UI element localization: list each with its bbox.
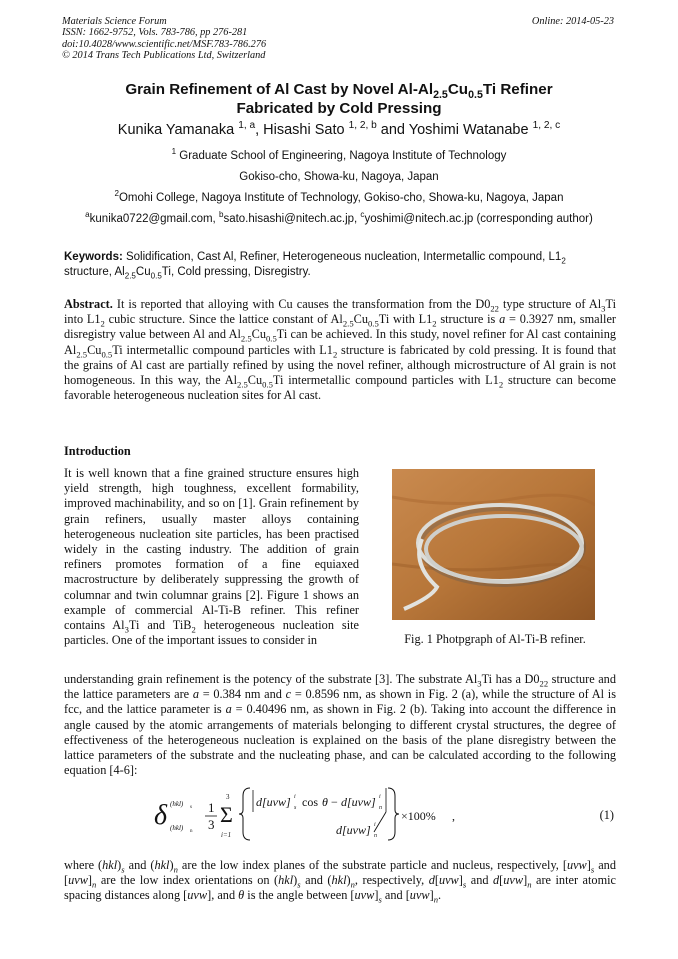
abstract-sub: 2.5 <box>240 333 252 344</box>
abstract-italic: a <box>499 312 506 327</box>
abstract-text: type structure of Al <box>498 297 602 311</box>
affiliation-text: Omohi College, Nagoya Institute of Technology, Gokiso-cho, Showa-ku, Nagoya, Japan <box>118 192 564 204</box>
eq-explain-text: [ <box>499 873 504 888</box>
intro-text: It is well known that a fine grained structure ensures high yield strength, high toughness, excellent formability, improved machinability, and so on [1]. Grain refinement by grain refiners, usually master alloys containing heterogeneous nucleation site particles, has been practised widely in the casting industry. The addition of grain refiners promotes formation of a fine equiaxed macrostructure by deliberately suppressing the growth of columnar and twin columnar grains [2]. Figure 1 shows an example of commercial Al-Ti-B refiner. This refiner contains Al <box>64 466 359 633</box>
affiliation-marker: 2 <box>114 189 119 199</box>
abstract-text: Cu <box>353 312 368 327</box>
keywords <box>64 250 616 279</box>
eq-explain-text: is the angle between [ <box>244 888 355 903</box>
author-affiliation-marker: 1, a <box>238 120 256 132</box>
abstract-sub: 0.5 <box>367 318 379 329</box>
eq-explain-text: and ( <box>300 873 332 888</box>
eq-explain-sub: s <box>462 879 467 890</box>
keywords-label: Keywords: <box>64 251 123 263</box>
equation-explanation <box>64 858 616 904</box>
eq-explain-italic: uvw <box>187 888 208 903</box>
keywords-text: Solidification, Cast Al, Refiner, Heterogeneous nucleation, Intermetallic compound, L1 <box>122 251 562 263</box>
eq-explain-text: ] <box>458 873 463 888</box>
email-link[interactable]: sato.hisashi@nitech.ac.jp, <box>223 213 361 225</box>
eq-explain-text: and <box>466 873 493 888</box>
author-affiliation-marker: 1, 2, c <box>532 120 561 132</box>
eq-cos: cos <box>302 795 318 809</box>
email-marker: b <box>218 210 224 220</box>
intro-text: = 0.40496 nm, as shown in Fig. 2 (b). Taking into account the difference in angle caused by the atomic arrangements of materials belonging to different crystal structures, the degree of effectiveness of the heterogeneous nucleation is explained on the basis of the plane disregistry between the lattice parameters of the substrate and the nucleating phase, and can be calculated according to the following equation [4-6]: <box>64 702 616 778</box>
eq-explain-text: ) <box>117 858 122 872</box>
eq-comma: , <box>452 809 455 823</box>
eq-theta: θ <box>322 795 328 809</box>
eq-explain-italic: uvw <box>566 858 587 872</box>
eq-den-sup: i <box>374 822 376 828</box>
intro-text: understanding grain refinement is the potency of the substrate [3]. The substrate Al <box>64 672 478 686</box>
abstract-text: Cu <box>251 327 266 342</box>
eq-explain-text: ] <box>523 873 528 888</box>
eq-num-d2: d[uvw] <box>341 795 376 809</box>
eq-explain-text: ], and <box>207 888 239 903</box>
abstract-text: Ti intermetallic compound particles with L1 <box>272 373 499 388</box>
intro-italic: a <box>192 687 200 702</box>
abstract-sub: 2.5 <box>342 318 354 329</box>
eq-explain-text: and [ <box>381 888 410 903</box>
eq-explain-italic: uvw <box>68 873 88 888</box>
author-list <box>20 122 658 138</box>
abstract-sub: 2 <box>498 379 504 390</box>
eq-minus: − <box>331 795 338 809</box>
eq-explain-sub: s <box>590 864 595 875</box>
eq-explain-italic: uvw <box>503 873 524 888</box>
eq-num-sub: s <box>294 805 297 811</box>
eq-num2-sub: n <box>379 805 382 811</box>
eq-explain-text: ] <box>429 888 434 903</box>
keywords-text: Cu <box>135 265 151 278</box>
eq-explain-text: are the low index planes of the substrate particle and nucleus, respectively, [ <box>177 858 567 872</box>
eq-explain-sub: s <box>378 894 382 905</box>
eq-explain-sub: n <box>433 894 439 905</box>
equation-1 <box>150 782 470 846</box>
keywords-text: Ti, Cold pressing, Disregistry. <box>161 265 311 278</box>
eq-sum-bottom: i=1 <box>221 831 232 839</box>
abstract-text: Cu <box>247 373 263 388</box>
author-separator: , <box>255 122 264 138</box>
author-name: Kunika Yamanaka <box>117 122 235 138</box>
affiliation-1-address: Gokiso-cho, Showa-ku, Nagoya, Japan <box>239 171 439 183</box>
eq-delta: δ <box>154 800 168 831</box>
journal-name: Materials Science Forum <box>62 16 167 27</box>
title-line2: Fabricated by Cold Pressing <box>236 100 442 117</box>
abstract-text: Ti into L1 <box>64 297 616 327</box>
intro-text: = 0.384 nm and <box>199 687 286 702</box>
eq-explain-text: . <box>438 888 442 903</box>
eq-explain-italic: uvw <box>438 873 459 888</box>
abstract-sub: 2.5 <box>76 349 88 360</box>
eq-explain-italic: hkl <box>278 873 294 888</box>
keywords-sub: 0.5 <box>150 270 162 280</box>
title-sub: 0.5 <box>468 89 483 102</box>
abstract <box>64 297 616 403</box>
eq-explain-sub: n <box>173 864 178 875</box>
abstract-text: Cu <box>87 342 102 357</box>
copyright: © 2014 Trans Tech Publications Ltd, Switzerland <box>62 49 266 61</box>
eq-sum-top: 3 <box>226 793 230 801</box>
email-list <box>20 210 658 225</box>
intro-text: structure and the lattice parameters are <box>64 672 616 702</box>
eq-explain-text: ) <box>346 873 351 888</box>
introduction-paragraph-full <box>64 672 616 778</box>
eq-explain-sub: s <box>297 879 301 890</box>
abstract-label: Abstract. <box>64 297 113 311</box>
eq-sup-hkl: (hkl) <box>170 800 184 808</box>
eq-sub-hkl: (hkl) <box>170 824 184 832</box>
eq-explain-italic: uvw <box>354 888 375 903</box>
eq-num2-sup: i <box>379 794 381 800</box>
affiliation-2 <box>20 189 658 204</box>
intro-text: heterogeneous nucleation site particles. One of the important issues to consider in <box>64 618 359 648</box>
abstract-sub: 2.5 <box>237 379 248 390</box>
intro-text: Ti has a D0 <box>481 672 540 686</box>
title-text: Cu <box>447 81 469 98</box>
eq-explain-sub: n <box>92 879 97 890</box>
doi: doi:10.4028/www.scientific.net/MSF.783-786.276 <box>62 38 267 50</box>
eq-explain-text: are the low index orientations on ( <box>96 873 279 888</box>
abstract-text: = 0.3927 nm, smaller disregistry value between Al and Al <box>64 312 617 342</box>
author-name: Hisashi Sato <box>263 122 345 138</box>
figure-1-caption: Fig. 1 Photpgraph of Al-Ti-B refiner. <box>404 632 586 646</box>
eq-sub-n: n <box>190 829 193 834</box>
eq-explain-text: ] <box>87 873 93 888</box>
section-heading-introduction: Introduction <box>64 444 131 458</box>
intro-sub: 3 <box>477 678 482 689</box>
affiliation-text: Graduate School of Engineering, Nagoya Institute of Technology <box>179 150 507 162</box>
abstract-text: Ti intermetallic compound particles with L1 <box>112 342 333 357</box>
paper-title <box>40 80 638 118</box>
eq-den-d: d[uvw] <box>336 823 371 837</box>
abstract-sub: 2 <box>332 349 338 360</box>
email-link[interactable]: kunika0722@gmail.com, <box>89 213 219 225</box>
eq-explain-sub: n <box>527 879 532 890</box>
eq-explain-text: where ( <box>64 858 103 872</box>
intro-italic: a <box>225 702 232 717</box>
intro-sub: 22 <box>539 678 549 689</box>
intro-italic: c <box>285 687 292 702</box>
eq-sigma: Σ <box>220 802 233 827</box>
abstract-text: cubic structure. Since the lattice constant of Al <box>104 312 343 327</box>
equation-number: (1) <box>599 808 614 822</box>
email-link[interactable]: yoshimi@nitech.ac.jp (corresponding author) <box>364 213 593 225</box>
eq-num-sup: i <box>294 794 296 800</box>
abstract-sub: 0.5 <box>266 333 277 344</box>
intro-sub: 3 <box>124 624 129 635</box>
eq-explain-text: ) <box>293 873 298 888</box>
intro-text: = 0.8596 nm, as shown in Fig. 2 (a), while the structure of Al is fcc, and the lattice parameter is <box>64 687 616 717</box>
eq-explain-italic: hkl <box>102 858 118 872</box>
eq-num-d: d[uvw] <box>256 795 291 809</box>
keywords-text: structure, Al <box>64 265 125 278</box>
email-marker: a <box>85 210 90 220</box>
eq-explain-text: ] <box>586 858 591 872</box>
title-sub: 2.5 <box>433 89 448 102</box>
abstract-text: structure is fabricated by cold pressing. It is found that the grains of Al cast are partially refined by using the novel refiner, although microstructure of Al grain is not homogeneous. In this way, the Al <box>64 342 616 388</box>
introduction-paragraph-wrapped <box>64 466 359 648</box>
eq-explain-sub: s <box>121 864 125 875</box>
eq-explain-italic: uvw <box>409 888 430 903</box>
eq-explain-text: [ <box>434 873 439 888</box>
keywords-sub: 2 <box>561 256 566 266</box>
intro-text: Ti and TiB <box>128 618 192 633</box>
eq-explain-italic: d <box>493 873 500 888</box>
eq-times-100: ×100% <box>401 809 436 823</box>
abstract-text: Ti with L1 <box>378 312 433 327</box>
intro-sub: 2 <box>191 624 196 635</box>
abstract-sub: 2 <box>100 318 105 329</box>
eq-explain-sub: n <box>350 879 355 890</box>
title-text: Grain Refinement of Al Cast by Novel Al-Al <box>125 81 434 98</box>
eq-explain-italic: hkl <box>154 858 170 872</box>
eq-explain-italic: θ <box>238 888 245 903</box>
affiliation-marker: 1 <box>171 147 177 157</box>
eq-sup-s: s <box>190 805 192 810</box>
eq-explain-text: are inter atomic spacing distances along [ <box>64 873 617 903</box>
eq-frac-den: 3 <box>208 817 215 832</box>
abstract-sub: 0.5 <box>101 349 113 360</box>
abstract-text: structure is <box>436 312 500 327</box>
eq-explain-italic: d <box>428 873 435 888</box>
issn: ISSN: 1662-9752, Vols. 783-786, pp 276-281 <box>62 27 248 39</box>
eq-explain-text: ] <box>374 888 379 903</box>
keywords-sub: 2.5 <box>124 270 136 280</box>
abstract-text: It is reported that alloying with Cu causes the transformation from the D0 <box>112 297 491 311</box>
abstract-sub: 2 <box>432 318 437 329</box>
eq-explain-text: ) <box>169 858 174 872</box>
eq-explain-text: and [ <box>64 858 616 888</box>
author-separator: and <box>376 122 409 138</box>
online-date: Online: 2014-05-23 <box>531 16 614 27</box>
email-marker: c <box>360 210 365 220</box>
eq-explain-text: , respectively, <box>354 873 429 888</box>
eq-explain-text: and ( <box>124 858 155 872</box>
figure-1-photograph <box>392 469 595 620</box>
abstract-text: Ti can be achieved. In this study, novel refiner for Al cast containing Al <box>64 327 616 357</box>
abstract-sub: 3 <box>601 303 606 314</box>
author-name: Yoshimi Watanabe <box>408 122 529 138</box>
abstract-sub: 0.5 <box>262 379 273 390</box>
title-text: Ti Refiner <box>482 81 553 98</box>
author-affiliation-marker: 1, 2, b <box>348 120 377 132</box>
abstract-text: structure can become favorable heterogeneous nucleation sites for Al cast. <box>64 373 617 403</box>
eq-explain-italic: hkl <box>331 873 347 888</box>
affiliation-1 <box>20 147 658 162</box>
eq-frac-num: 1 <box>208 800 215 815</box>
abstract-sub: 22 <box>490 303 499 314</box>
eq-den-sub: n <box>374 833 377 839</box>
